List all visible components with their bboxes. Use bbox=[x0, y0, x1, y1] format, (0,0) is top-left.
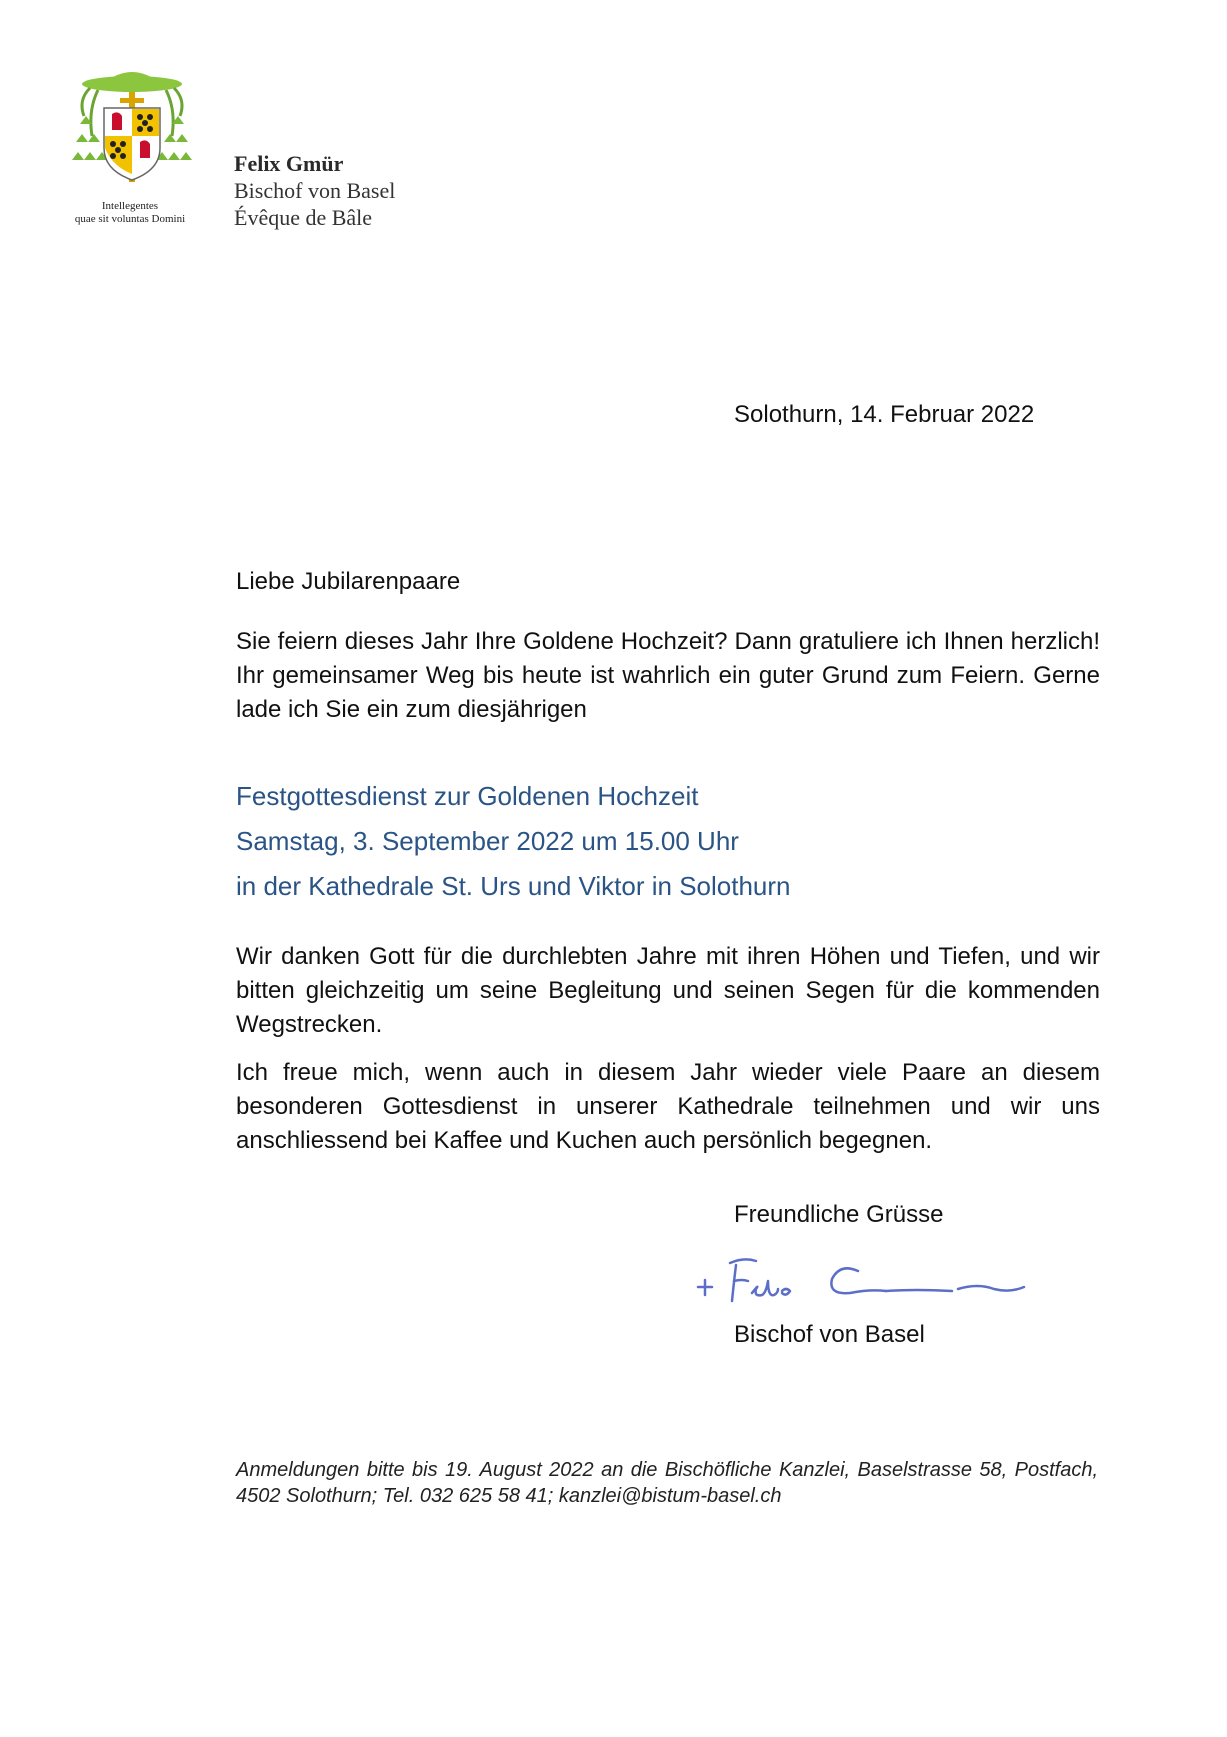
coat-of-arms-motto bbox=[56, 200, 204, 226]
sender-name: Felix Gmür bbox=[234, 151, 344, 176]
coat-of-arms-icon bbox=[68, 66, 196, 194]
signature-icon bbox=[690, 1245, 1040, 1315]
closing-greeting: Freundliche Grüsse bbox=[734, 1201, 944, 1228]
paragraph-thanks: Wir danken Gott für die durchlebten Jahre mit ihren Höhen und Tiefen, und wir bitten gleichzeitig um seine Begleitung und seinen Segen für die kommenden Wegstrecken. bbox=[236, 943, 1100, 1038]
paragraph-invitation: Sie feiern dieses Jahr Ihre Goldene Hochzeit? Dann gratuliere ich Ihnen herzlich! Ihr gemeinsamer Weg bis heute ist wahrlich ein guter Grund zum Feiern. Gerne lade ich Sie ein zum diesjährigen bbox=[236, 628, 1100, 723]
sender-title-fr: Évêque de Bâle bbox=[234, 205, 373, 230]
signatory-title: Bischof von Basel bbox=[734, 1321, 925, 1348]
event-title: Festgottesdienst zur Goldenen Hochzeit bbox=[236, 781, 699, 811]
salutation: Liebe Jubilarenpaare bbox=[236, 568, 461, 595]
event-datetime: Samstag, 3. September 2022 um 15.00 Uhr bbox=[236, 826, 739, 856]
motto-line-1: Intellegentes bbox=[101, 200, 159, 212]
event-details bbox=[236, 774, 791, 909]
paragraph-closing-wish: Ich freue mich, wenn auch in diesem Jahr wieder viele Paare an diesem besonderen Gottesdienst in unserer Kathedrale teilnehmen und wir uns anschliessend bei Kaffee und Kuchen auch persönlich begegnen. bbox=[236, 1059, 1100, 1154]
registration-note: Anmeldungen bitte bis 19. August 2022 an die Bischöfliche Kanzlei, Baselstrasse 58, Postfach, 4502 Solothurn; Tel. 032 625 58 41; kanzlei@bistum-basel.ch bbox=[236, 1459, 1098, 1507]
motto-line-2: quae sit voluntas Domini bbox=[74, 213, 186, 225]
letter-date: Solothurn, 14. Februar 2022 bbox=[734, 401, 1035, 428]
sender-block bbox=[234, 150, 395, 231]
sender-title-de: Bischof von Basel bbox=[234, 178, 396, 203]
event-location: in der Kathedrale St. Urs und Viktor in Solothurn bbox=[236, 871, 791, 901]
